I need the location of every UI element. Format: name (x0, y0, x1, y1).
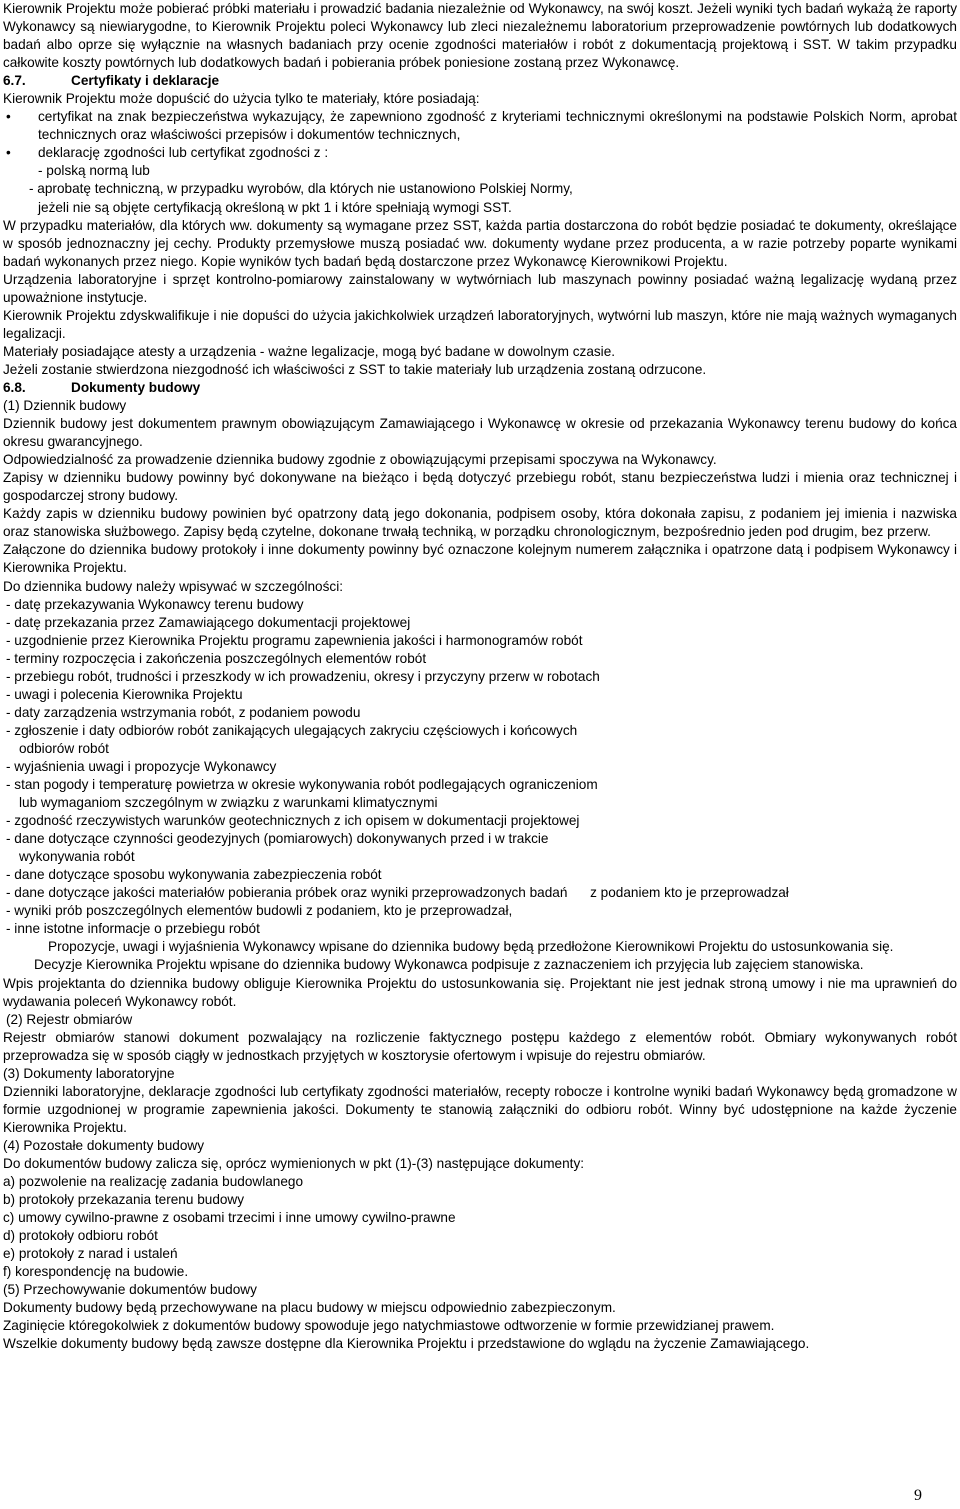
paragraph: Załączone do dziennika budowy protokoły i inne dokumenty powinny być oznaczone kolejnym numerem załącznika i opatrzone datą i podpisem Wykonawcy i Kierownika Projektu. (3, 542, 957, 576)
list-item-text: - inne istotne informacje o przebiegu robót (6, 921, 260, 937)
document-page (3, 0, 957, 1354)
paragraph: Dzienniki laboratoryjne, deklaracje zgodności lub certyfikaty zgodności materiałów, recepty robocze i kontrolne wyniki badań Wykonawcy będą gromadzone w formie uzgodnionej w programie zapewnienia jakości. Dokumenty te stanowią załączniki do odbioru robót. Winny być udostępnione na każde życzenie Kierownika Projektu. (3, 1083, 957, 1135)
bullet-item (3, 144, 957, 162)
sub-item: - polską normą lub (38, 163, 150, 179)
bullet-item (3, 108, 957, 144)
list-item-text: - zgłoszenie i daty odbiorów robót zanikających ulegających zakryciu częściowych i końcowych (6, 722, 578, 738)
page-number: 9 (914, 1487, 922, 1504)
list-item (3, 632, 957, 650)
paragraph: Decyzje Kierownika Projektu wpisane do dziennika budowy Wykonawca podpisuje z zaznaczeniem ich przyjęcia lub zajęciem stanowiska. (34, 957, 864, 973)
list-item (3, 776, 957, 812)
section-number: 6.8. (3, 379, 26, 395)
paragraph: Wszelkie dokumenty budowy będą zawsze dostępne dla Kierownika Projektu i przedstawione do wglądu na życzenie Zamawiającego. (3, 1336, 810, 1352)
bullet-text: deklarację zgodności lub certyfikat zgodności z : (38, 145, 329, 161)
paragraph: Urządzenia laboratoryjne i sprzęt kontrolno-pomiarowy zainstalowany w wytwórniach lub maszynach powinny posiadać ważną legalizację wydaną przez upoważnione instytucje. (3, 271, 957, 305)
list-item-continuation: wykonywania robót (19, 849, 135, 865)
list-item-text: - uwagi i polecenia Kierownika Projektu (6, 686, 243, 702)
list-item: b) protokoły przekazania terenu budowy (3, 1192, 245, 1208)
list-item (3, 758, 957, 776)
list-item (3, 722, 957, 758)
paragraph: Materiały posiadające atesty a urządzenia - ważne legalizacje, mogą być badane w dowolnym czasie. (3, 343, 616, 359)
section-number: 6.7. (3, 73, 26, 89)
list-item: f) korespondencję na budowie. (3, 1264, 189, 1280)
paragraph: Każdy zapis w dzienniku budowy powinien być opatrzony datą jego dokonania, podpisem osoby, która dokonała zapisu, z podaniem jej imienia i nazwiska oraz stanowiska służbowego. Zapisy będą czytelne, dokonane trwałą techniką, w porządku chronologicznym, bezpośrednio jeden pod drugim, bez przerw. (3, 506, 957, 540)
list-item-text: - zgodność rzeczywistych warunków geotechnicznych z ich opisem w dokumentacji projektowej (6, 813, 580, 829)
list-item-text: - wyniki prób poszczególnych elementów budowli z podaniem, kto je przeprowadzał, (6, 903, 513, 919)
paragraph: Do dokumentów budowy zalicza się, oprócz wymienionych w pkt (1)-(3) następujące dokumenty: (3, 1156, 585, 1171)
list-item-text: - dane dotyczące sposobu wykonywania zabezpieczenia robót (6, 867, 382, 883)
bullet-icon: • (6, 109, 11, 125)
list-item (3, 884, 957, 902)
paragraph: Zapisy w dzienniku budowy powinny być dokonywane na bieżąco i będą dotyczyć przebiegu robót, stanu bezpieczeństwa ludzi i mienia oraz technicznej i gospodarczej strony budowy. (3, 470, 957, 504)
list-item (3, 920, 957, 938)
list-item: c) umowy cywilno-prawne z osobami trzecimi i inne umowy cywilno-prawne (3, 1210, 456, 1226)
subheading: (1) Dziennik budowy (3, 398, 127, 414)
paragraph: Propozycje, uwagi i wyjaśnienia Wykonawcy wpisane do dziennika budowy będą przedłożone Kierownikowi Projektu do ustosunkowania się. (48, 939, 894, 955)
list-item (3, 686, 957, 704)
list-item-text: - dane dotyczące jakości materiałów pobierania próbek oraz wyniki przeprowadzonych badań z podaniem kto je przeprowadzał (6, 885, 789, 901)
list-item-continuation: lub wymaganiom szczególnym w związku z warunkami klimatycznymi (19, 795, 438, 811)
paragraph: Dokumenty budowy będą przechowywane na placu budowy w miejscu odpowiednio zabezpieczonym. (3, 1300, 616, 1316)
other-documents-list (3, 1173, 957, 1281)
subheading: (4) Pozostałe dokumenty budowy (3, 1137, 204, 1153)
list-item: a) pozwolenie na realizację zadania budowlanego (3, 1174, 304, 1190)
list-item (3, 704, 957, 722)
list-item (3, 596, 957, 614)
bullet-icon: • (6, 145, 11, 161)
list-item-text: - dane dotyczące czynności geodezyjnych (pomiarowych) dokonywanych przed i w trakcie (6, 831, 549, 847)
list-item (3, 812, 957, 830)
list-item-text: - stan pogody i temperaturę powietrza w okresie wykonywania robót podlegających ograniczeniom (6, 777, 598, 793)
list-item (3, 830, 957, 866)
list-item-text: - przebiegu robót, trudności i przeszkody w ich prowadzeniu, okresy i przyczyny przerw w robotach (6, 668, 600, 684)
list-item-text: - datę przekazywania Wykonawcy terenu budowy (6, 596, 304, 612)
section-title: Dokumenty budowy (71, 379, 201, 395)
list-item-text: - daty zarządzenia wstrzymania robót, z podaniem powodu (6, 704, 361, 720)
paragraph: Kierownik Projektu zdyskwalifikuje i nie dopuści do użycia jakichkolwiek urządzeń laboratoryjnych, wytwórni lub maszyn, które nie mają ważnych wymaganych legalizacji. (3, 307, 957, 341)
list-item-text: - terminy rozpoczęcia i zakończenia poszczególnych elementów robót (6, 650, 427, 666)
section-heading-6-8 (3, 379, 957, 397)
paragraph: Rejestr obmiarów stanowi dokument pozwalający na rozliczenie faktycznego postępu każdego z elementów robót. Obmiary wykonywanych robót przeprowadza się w sposób ciągły w jednostkach przyjętych w kosztorysie ofertowym i wpisuje do rejestru obmiarów. (3, 1029, 957, 1063)
paragraph: Kierownik Projektu może dopuścić do użycia tylko te materiały, które posiadają: (3, 91, 480, 107)
subheading: (5) Przechowywanie dokumentów budowy (3, 1282, 257, 1298)
list-item (3, 650, 957, 668)
list-item (3, 614, 957, 632)
paragraph: Odpowiedzialność za prowadzenie dziennika budowy zgodnie z obowiązującymi przepisami spoczywa na Wykonawcy. (3, 452, 717, 468)
list-item-text: - datę przekazania przez Zamawiającego dokumentacji projektowej (6, 614, 411, 630)
paragraph: Zaginięcie któregokolwiek z dokumentów budowy spowoduje jego natychmiastowe odtworzenie w formie przewidzianej prawem. (3, 1318, 775, 1334)
paragraph: Do dziennika budowy należy wpisywać w szczególności: (3, 578, 344, 594)
paragraph: Dziennik budowy jest dokumentem prawnym obowiązującym Zamawiającego i Wykonawcę w okresie od przekazania Wykonawcy terenu budowy do końca okresu gwarancyjnego. (3, 416, 957, 450)
bullet-text: certyfikat na znak bezpieczeństwa wykazujący, że zapewniono zgodność z kryteriami technicznymi określonymi na podstawie Polskich Norm, aprobat technicznych oraz właściwości przepisów i dokumentów technicznych, (38, 109, 957, 143)
paragraph: Wpis projektanta do dziennika budowy obliguje Kierownika Projektu do ustosunkowania się. Projektant nie jest jednak stroną umowy i nie ma uprawnień do wydawania poleceń Wykonawcy robót. (3, 975, 957, 1009)
list-item-continuation: odbiorów robót (19, 740, 109, 756)
subheading: (2) Rejestr obmiarów (6, 1011, 133, 1027)
subheading: (3) Dokumenty laboratoryjne (3, 1065, 175, 1081)
paragraph: Kierownik Projektu może pobierać próbki materiału i prowadzić badania niezależnie od Wykonawcy, na swój koszt. Jeżeli wyniki tych badań wykażą że raporty Wykonawcy są niewiarygodne, to Kierownik Projektu poleci Wykonawcy lub zleci niezależnemu laboratorium przeprowadzenie powtórnych lub dodatkowych badań albo oprze się wyłącznie na własnych badaniach przy ocenie zgodności materiałów i robót z dokumentacją projektową i SST. W takim przypadku całkowite koszty powtórnych lub dodatkowych badań i pobierania próbek poniesione zostaną przez Wykonawcę. (3, 1, 957, 71)
sub-item: - aprobatę techniczną, w przypadku wyrobów, dla których nie ustanowiono Polskiej Normy, (29, 181, 573, 197)
paragraph: W przypadku materiałów, dla których ww. dokumenty są wymagane przez SST, każda partia dostarczona do robót będzie posiadać te dokumenty, określające w sposób jednoznaczny jej cechy. Produkty przemysłowe muszą posiadać ww. dokumenty wydane przez producenta, a w razie potrzeby poparte wynikami badań wykonanych przez niego. Kopie wyników tych badań będą dostarczone przez Wykonawcę Kierownikowi Projektu. (3, 217, 957, 269)
list-item: d) protokoły odbioru robót (3, 1228, 158, 1244)
list-item: e) protokoły z narad i ustaleń (3, 1246, 178, 1262)
list-item-text: - wyjaśnienia uwagi i propozycje Wykonawcy (6, 758, 277, 774)
journal-entries-list (3, 596, 957, 939)
paragraph: Jeżeli zostanie stwierdzona niezgodność ich właściwości z SST to takie materiały lub urządzenia zostaną odrzucone. (3, 361, 707, 377)
list-item (3, 866, 957, 884)
sub-item: jeżeli nie są objęte certyfikacją określoną w pkt 1 i które spełniają wymogi SST. (38, 199, 512, 215)
list-item-text: - uzgodnienie przez Kierownika Projektu programu zapewnienia jakości i harmonogramów robót (6, 632, 583, 648)
section-title: Certyfikaty i deklaracje (71, 73, 220, 89)
list-item (3, 668, 957, 686)
list-item (3, 902, 957, 920)
section-heading-6-7 (3, 72, 957, 90)
